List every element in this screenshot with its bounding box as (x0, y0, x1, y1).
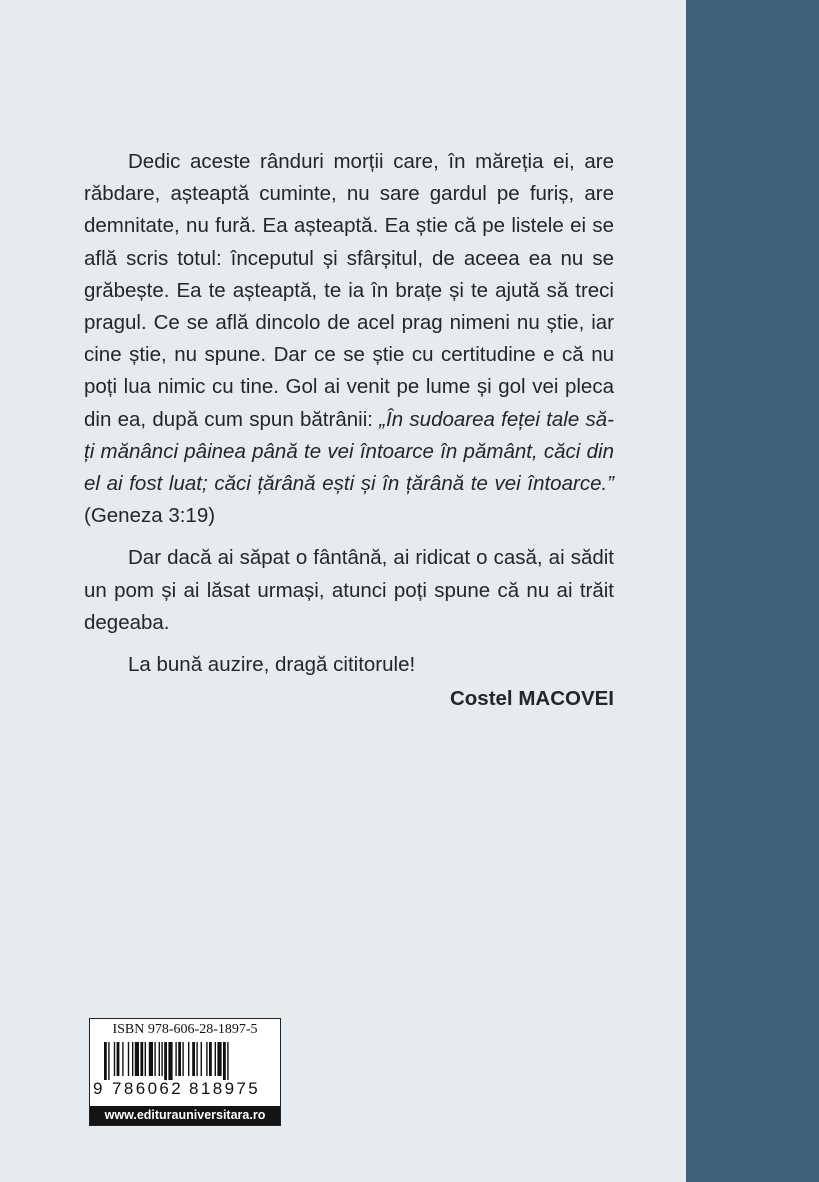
author-signature: Costel MACOVEI (449, 687, 614, 711)
barcode-digits (90, 1079, 280, 1105)
bible-quote: „În sudoarea feței tale să-ți mănânci pâinea până te vei întoarce în pământ, căci din el ai fost luat; căci țărână ești și în țărână te vei întoarce.” (84, 407, 614, 496)
isbn-label: ISBN 978-606-28-1897-5 (112, 1022, 258, 1037)
paragraph-text: Dedic aceste rânduri morții care, în măreția ei, are răbdare, așteaptă cuminte, nu sare gardul pe furiș, are demnitate, nu fură. Ea așteaptă. Ea știe că pe listele ei se află scris totul: începutul și sfârșitul, de aceea ea nu se grăbește. Ea te așteaptă, te ia în brațe și te ajută să treci pragul. Ce se află dincolo de acel prag nimeni nu știe, iar cine știe, nu spune. Dar ce se știe cu certitudine e că nu poți lua nimic cu tine. Gol ai venit pe lume și gol vei pleca din ea, după cum spun bătrânii: (84, 150, 614, 431)
publisher-url: www.editurauniversitara.ro (90, 1106, 280, 1125)
paragraph-farewell (84, 649, 614, 681)
paragraph-text: La bună auzire, dragă cititorule! (128, 653, 416, 677)
paragraph-dedication (84, 146, 614, 532)
barcode-bars (104, 1042, 266, 1080)
paragraph-text: Dar dacă ai săpat o fântână, ai ridicat o casă, ai sădit un pom și ai lăsat urmași, atunci poți spune că nu ai trăit degeaba. (84, 546, 614, 634)
cover-text (84, 146, 614, 715)
barcode-digit-prefix: 9 (93, 1079, 103, 1098)
paragraph-legacy (84, 542, 614, 639)
isbn-barcode-block (89, 1018, 281, 1126)
bible-citation: (Geneza 3:19) (84, 504, 216, 528)
spine-color-bar (686, 0, 819, 1182)
barcode-digits-right: 818975 (189, 1079, 261, 1098)
barcode-digits-left: 786062 (112, 1079, 184, 1098)
